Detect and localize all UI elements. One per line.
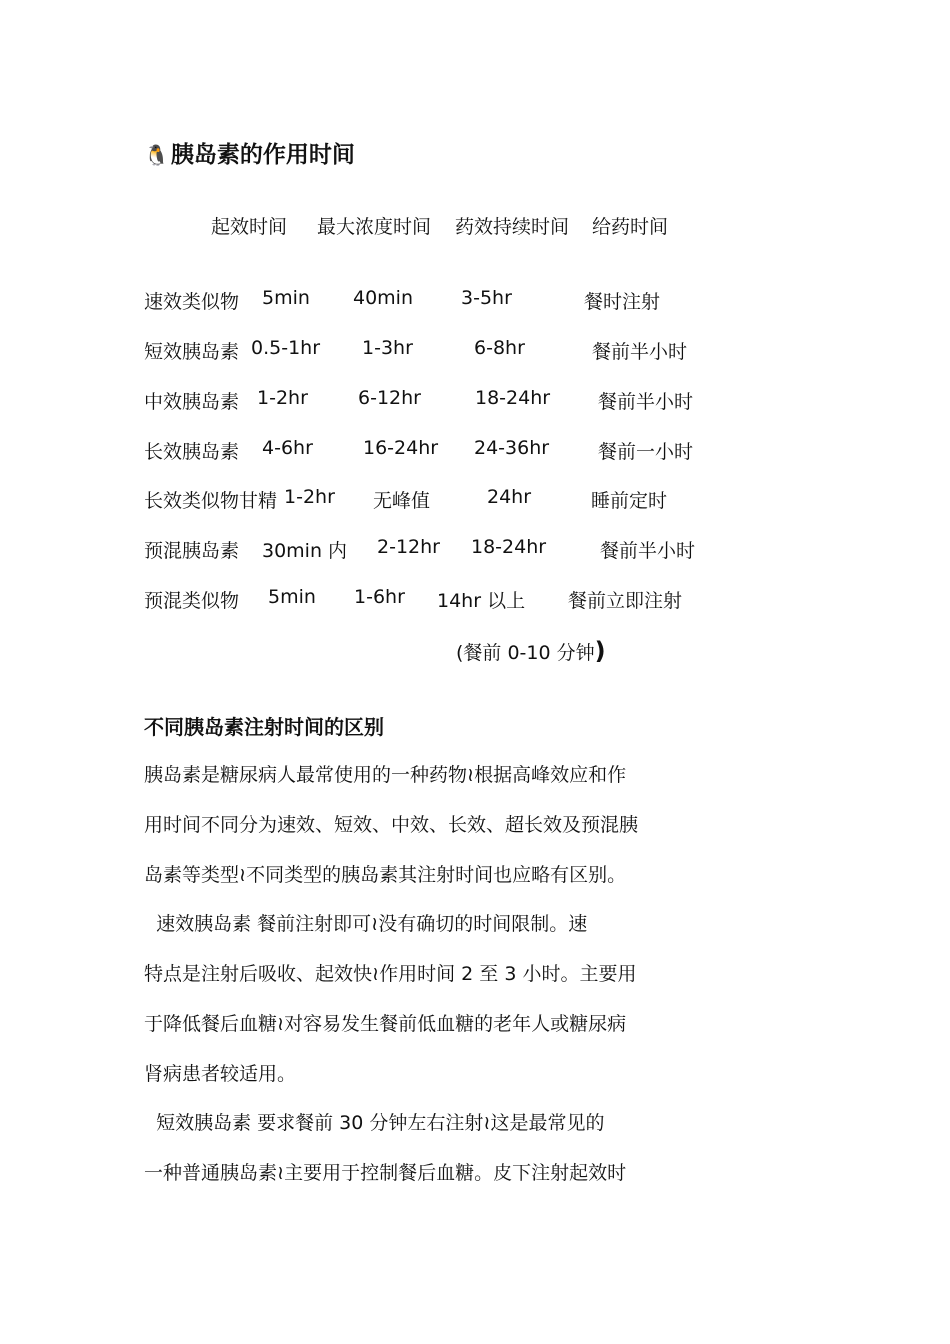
penguin-icon: 🐧 — [144, 143, 169, 167]
table-cell: 16-24hr — [363, 437, 439, 459]
table-cell: 4-6hr — [262, 437, 313, 459]
page-title — [144, 136, 355, 169]
table-row-label: 预混类似物 — [144, 590, 240, 612]
table-cell: 6-8hr — [474, 337, 525, 359]
page-title-text: 胰岛素的作用时间 — [170, 142, 355, 168]
table-cell: 睡前定时 — [591, 490, 668, 512]
table-cell: 2-12hr — [377, 536, 440, 558]
table-cell: 餐前半小时 — [592, 341, 688, 363]
table-cell: 14hr 以上 — [437, 590, 526, 612]
paragraph-line: 用时间不同分为速效、短效、中效、长效、超长效及预混胰 — [144, 814, 639, 836]
table-cell: 30min 内 — [262, 540, 348, 562]
paragraph-line: 于降低餐后血糖≀对容易发生餐前低血糖的老年人或糖尿病 — [144, 1013, 627, 1035]
table-cell: 餐前半小时 — [598, 391, 694, 413]
table-cell: 餐前半小时 — [600, 540, 696, 562]
table-cell: 24-36hr — [474, 437, 550, 459]
table-header-dosing: 给药时间 — [592, 216, 669, 238]
table-footnote — [456, 637, 606, 665]
table-cell: 6-12hr — [358, 387, 421, 409]
table-header-peak: 最大浓度时间 — [317, 216, 432, 238]
table-row-label: 短效胰岛素 — [144, 341, 240, 363]
table-cell: 1-3hr — [362, 337, 413, 359]
paragraph-line: 一种普通胰岛素≀主要用于控制餐后血糖。皮下注射起效时 — [144, 1162, 627, 1184]
table-row-label: 中效胰岛素 — [144, 391, 240, 413]
paragraph-line: 速效胰岛素 餐前注射即可≀没有确切的时间限制。速 — [144, 913, 588, 935]
table-row-label: 预混胰岛素 — [144, 540, 240, 562]
table-cell: 1-2hr — [257, 387, 308, 409]
table-cell: 0.5-1hr — [251, 337, 321, 359]
paragraph-line: 短效胰岛素 要求餐前 30 分钟左右注射≀这是最常见的 — [144, 1112, 605, 1134]
paragraph-line: 特点是注射后吸收、起效快≀作用时间 2 至 3 小时。主要用 — [144, 963, 637, 985]
table-cell: 无峰值 — [373, 490, 431, 512]
table-cell: 3-5hr — [461, 287, 512, 309]
table-row-label: 速效类似物 — [144, 291, 240, 313]
table-cell: 5min — [268, 586, 316, 608]
table-footnote-text: (餐前 0-10 分钟 — [456, 642, 595, 664]
table-header-onset: 起效时间 — [211, 216, 288, 238]
paragraph-line: 胰岛素是糖尿病人最常使用的一种药物≀根据高峰效应和作 — [144, 764, 627, 786]
table-row-label: 长效胰岛素 — [144, 441, 240, 463]
table-cell: 5min — [262, 287, 310, 309]
table-cell: 1-6hr — [354, 586, 405, 608]
table-cell: 餐时注射 — [584, 291, 661, 313]
table-header-duration: 药效持续时间 — [455, 216, 570, 238]
paragraph-line: 肾病患者较适用。 — [144, 1063, 297, 1085]
table-cell: 餐前立即注射 — [568, 590, 683, 612]
table-cell: 40min — [353, 287, 414, 309]
table-footnote-paren: ) — [594, 637, 606, 665]
table-row-label: 长效类似物甘精 — [144, 490, 278, 512]
table-cell: 1-2hr — [284, 486, 335, 508]
table-cell: 18-24hr — [471, 536, 547, 558]
table-cell: 24hr — [487, 486, 532, 508]
section-heading: 不同胰岛素注射时间的区别 — [144, 715, 384, 739]
table-cell: 餐前一小时 — [598, 441, 694, 463]
table-cell: 18-24hr — [475, 387, 551, 409]
paragraph-line: 岛素等类型≀不同类型的胰岛素其注射时间也应略有区别。 — [144, 864, 627, 886]
